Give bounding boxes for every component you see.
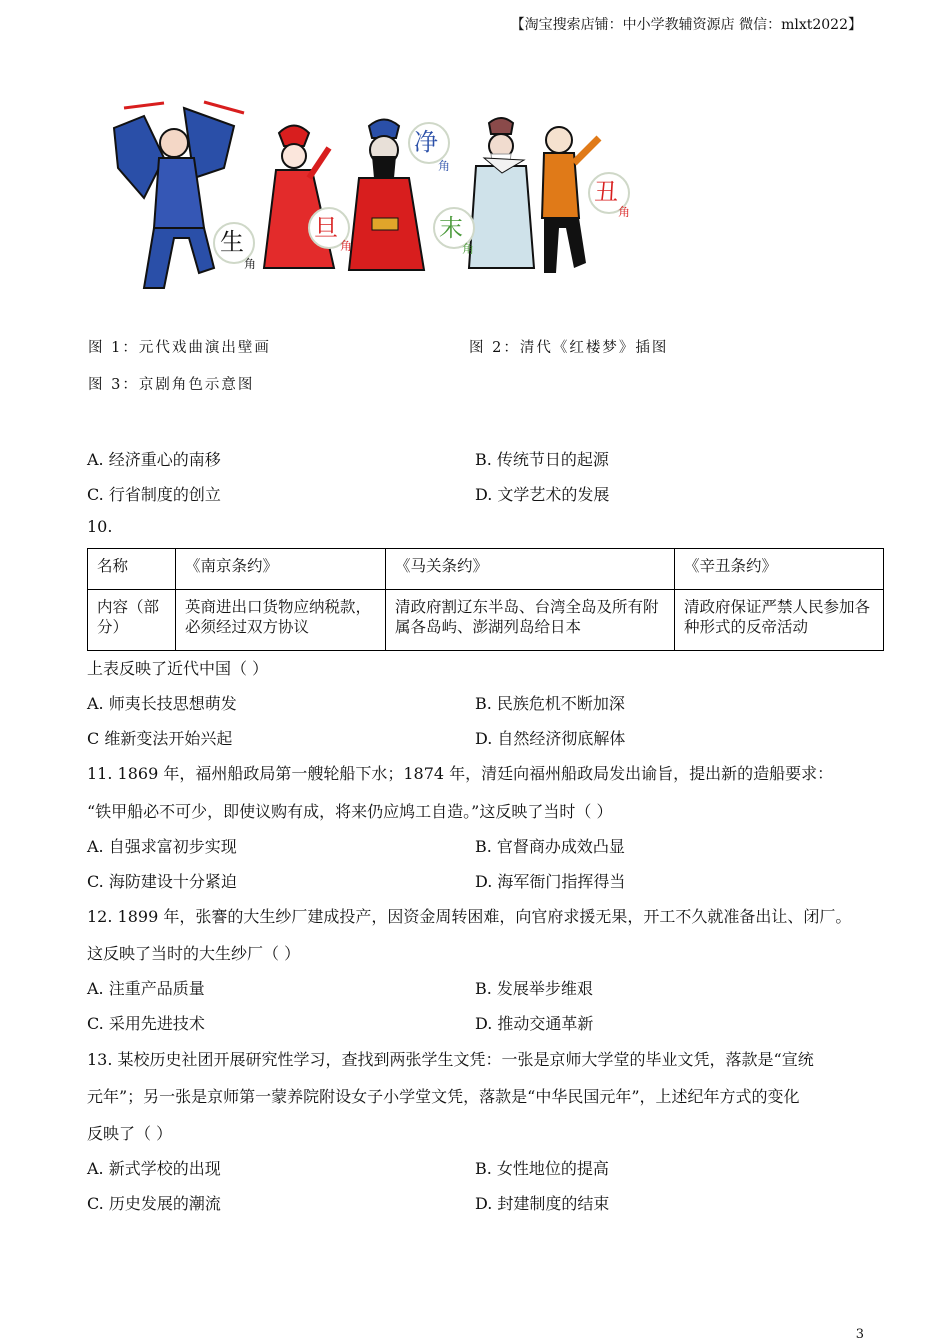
q9-option-c: C. 行省制度的创立 [87, 485, 221, 504]
q13-stem-line-1: 13. 某校历史社团开展研究性学习，查找到两张学生文凭：一张是京师大学堂的毕业文凭，落款是“宣统 [87, 1050, 814, 1069]
q10-option-d: D. 自然经济彻底解体 [475, 729, 626, 748]
table-cell: 《辛丑条约》 [675, 549, 884, 590]
table-cell: 清政府保证严禁人民参加各种形式的反帝活动 [675, 590, 884, 651]
opera-roles-illustration [104, 98, 644, 303]
label-chou: 丑 [594, 178, 618, 206]
q11-option-c: C. 海防建设十分紧迫 [87, 872, 237, 891]
q12-stem-line-1: 12. 1899 年，张謇的大生纱厂建成投产，因资金周转困难，向官府求援无果，开工不久就准备出让、闭厂。 [87, 907, 852, 926]
q10-option-c: C 维新变法开始兴起 [87, 729, 233, 748]
label-mo-jiao: 角 [462, 242, 475, 256]
q12-option-c: C. 采用先进技术 [87, 1014, 205, 1033]
q9-option-a: A. 经济重心的南移 [87, 450, 221, 469]
caption-figure-3: 图 3：京剧角色示意图 [88, 377, 255, 393]
q10-number: 10. [87, 517, 113, 536]
label-sheng: 生 [220, 228, 244, 256]
q11-option-b: B. 官督商办成效凸显 [475, 837, 625, 856]
q9-option-b: B. 传统节日的起源 [475, 450, 609, 469]
page-number: 3 [855, 1327, 864, 1342]
table-cell: 名称 [88, 549, 176, 590]
table-cell: 《马关条约》 [386, 549, 675, 590]
label-jing: 净 [414, 128, 438, 156]
q13-option-d: D. 封建制度的结束 [475, 1194, 610, 1213]
table-cell: 英商进出口货物应纳税款，必须经过双方协议 [176, 590, 386, 651]
q12-option-a: A. 注重产品质量 [87, 979, 205, 998]
q12-option-d: D. 推动交通革新 [475, 1014, 594, 1033]
table-cell: 清政府割辽东半岛、台湾全岛及所有附属各岛屿、澎湖列岛给日本 [386, 590, 675, 651]
table-cell: 《南京条约》 [176, 549, 386, 590]
q10-option-a: A. 师夷长技思想萌发 [87, 694, 237, 713]
q11-stem-line-1: 11. 1869 年，福州船政局第一艘轮船下水；1874 年，清廷向福州船政局发出谕旨，提出新的造船要求： [87, 764, 834, 783]
q11-stem-line-2: “铁甲船必不可少，即使议购有成，将来仍应鸠工自造。”这反映了当时（ ） [87, 802, 613, 821]
mo-figure [469, 118, 534, 268]
q13-option-a: A. 新式学校的出现 [87, 1159, 221, 1178]
table-cell: 内容（部分） [88, 590, 176, 651]
treaty-table [87, 548, 884, 651]
q13-option-c: C. 历史发展的潮流 [87, 1194, 221, 1213]
q11-option-d: D. 海军衙门指挥得当 [475, 872, 626, 891]
q13-stem-line-2: 元年”；另一张是京师第一蒙养院附设女子小学堂文凭，落款是“中华民国元年”，上述纪年方式的变化 [87, 1087, 800, 1106]
q13-option-b: B. 女性地位的提高 [475, 1159, 609, 1178]
caption-figure-2: 图 2：清代《红楼梦》插图 [469, 340, 669, 356]
q13-stem-line-3: 反映了（ ） [87, 1124, 173, 1143]
q12-option-b: B. 发展举步维艰 [475, 979, 593, 998]
label-jing-jiao: 角 [438, 159, 451, 173]
table-row [88, 549, 884, 590]
label-dan-jiao: 角 [340, 239, 353, 253]
label-mo: 末 [439, 214, 463, 242]
q11-option-a: A. 自强求富初步实现 [87, 837, 237, 856]
q9-option-d: D. 文学艺术的发展 [475, 485, 610, 504]
caption-figure-1: 图 1：元代戏曲演出壁画 [88, 340, 271, 356]
page-header: 【淘宝搜索店铺：中小学教辅资源店 微信：mlxt2022】 [510, 17, 862, 33]
label-dan: 旦 [314, 214, 338, 242]
q12-stem-line-2: 这反映了当时的大生纱厂（ ） [87, 944, 301, 963]
label-sheng-jiao: 角 [244, 257, 257, 271]
label-chou-jiao: 角 [618, 205, 631, 219]
q10-stem: 上表反映了近代中国（ ） [87, 659, 269, 678]
table-row [88, 590, 884, 651]
q10-option-b: B. 民族危机不断加深 [475, 694, 625, 713]
